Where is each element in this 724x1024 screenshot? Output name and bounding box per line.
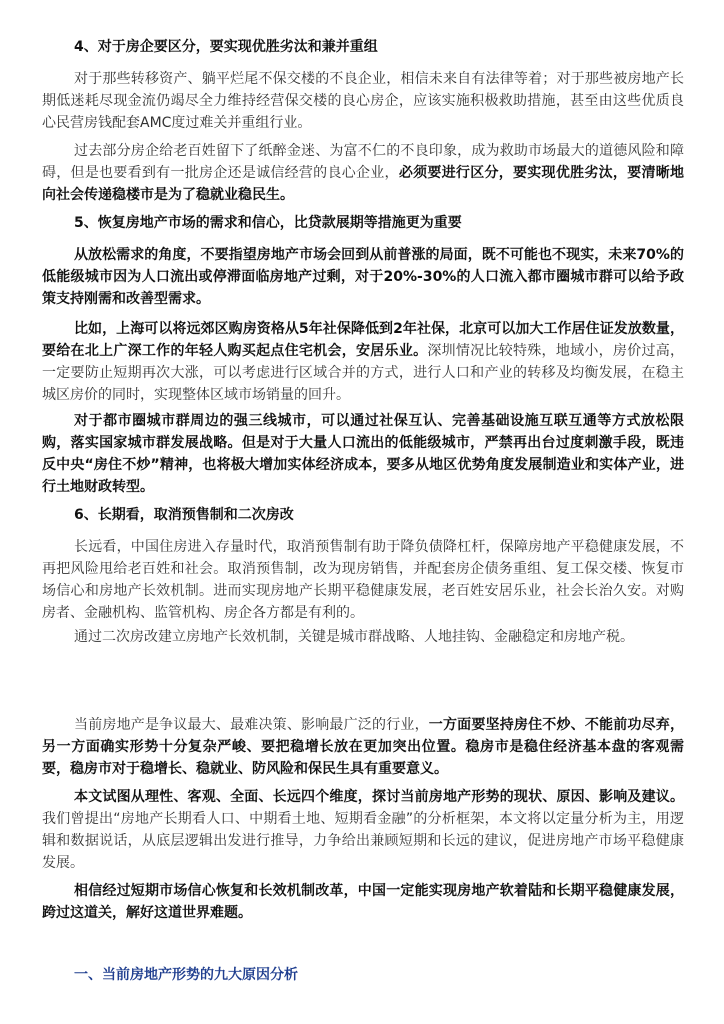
text-s5-1-bold: 从放松需求的角度，不要指望房地产市场会回到从前普涨的局面，既不可能也不现实，未来70%的低能级城市因为人口流出或停滞面临房地产过剩，对于20%-30%的人口流入都市圈城市群可以给予政策支持刚需和改善型需求。 (42, 247, 684, 307)
paragraph-s6-1 (42, 536, 684, 624)
text-s6-2: 通过二次房改建立房地产长效机制，关键是城市群战略、人地挂钩、金融稳定和房地产税。 (74, 629, 634, 645)
text-s5-2a-bold: 比如，上海可以将远郊区购房资格从5年社保降低到2年社保，北京可以加大工作居住证发放数量，要给在北上广深工作的年轻人购买起点住宅机会，安居乐业。 (42, 321, 684, 359)
paragraph-s4-1 (42, 68, 684, 134)
paragraph-intro-2 (42, 786, 684, 874)
text-s4-2b-bold: 必须要进行区分，要实现优胜劣汰，要清晰地向社会传递稳楼市是为了稳就业稳民生。 (42, 165, 685, 203)
paragraph-intro-3 (42, 880, 684, 924)
text-s6-1: 长远看，中国住房进入存量时代，取消预售制有助于降负债降杠杆，保障房地产平稳健康发展，不再把风险甩给老百姓和社会。取消预售制，改为现房销售，并配套房企债务重组、复工保交楼、恢复市场信心和房地产长效机制。进而实现房地产长期平稳健康发展，老百姓安居乐业，社会长治久安。对购房者、金融机构、监管机构、房企各方都是有利的。 (42, 539, 684, 621)
text-s4-1: 对于那些转移资产、躺平烂尾不保交楼的不良企业，相信未来自有法律等着；对于那些被房地产长期低迷耗尽现金流仍竭尽全力维持经营保交楼的良心房企，应该实施积极救助措施，甚至由这些优质良心民营房钱配套AMC度过难关并重组行业。 (42, 71, 684, 131)
text-s5-3-bold: 对于都市圈城市群周边的强三线城市，可以通过社保互认、完善基础设施互联互通等方式放松限购，落实国家城市群发展战略。但是对于大量人口流出的低能级城市，严禁再出台过度刺激手段，既违反中央“房住不炒”精神，也将极大增加实体经济成本，要多从地区优势角度发展制造业和实体产业，进行土地财政转型。 (42, 413, 684, 495)
text-intro-1a: 当前房地产是争议最大、最难决策、影响最广泛的行业， (74, 717, 429, 733)
paragraph-s5-1 (42, 244, 684, 310)
text-intro-1b-bold: 一方面要坚持房住不炒、不能前功尽弃，另一方面确实形势十分复杂严峻、要把稳增长放在更加突出位置。稳房市是稳住经济基本盘的客观需要，稳房市对于稳增长、稳就业、防风险和保民生具有重要意义。 (42, 717, 685, 777)
paragraph-s5-3 (42, 410, 684, 498)
heading-s5: 5、恢复房地产市场的需求和信心，比贷款展期等措施更为重要 (74, 215, 462, 231)
paragraph-intro-1 (42, 714, 684, 780)
paragraph-s4-2 (42, 140, 684, 206)
text-s5-2b: 深圳情况比较特殊，地域小，房价过高，一定要防止短期再次大涨，可以考虑进行区域合并的方式，进行人口和产业的转移及均衡发展，在稳主城区房价的同时，实现整体区域市场销量的回升。 (42, 343, 685, 403)
heading-section-1: 一、当前房地产形势的九大原因分析 (74, 967, 298, 983)
text-intro-3-bold: 相信经过短期市场信心恢复和长效机制改革，中国一定能实现房地产软着陆和长期平稳健康发展，跨过这道关，解好这道世界难题。 (42, 883, 684, 921)
heading-s6: 6、长期看，取消预售制和二次房改 (74, 507, 294, 523)
text-intro-2a-bold: 本文试图从理性、客观、全面、长远四个维度，探讨当前房地产形势的现状、原因、影响及建议。 (74, 789, 684, 805)
heading-s4: 4、对于房企要区分，要实现优胜劣汰和兼并重组 (74, 39, 378, 55)
paragraph-s5-2 (42, 318, 684, 406)
paragraph-s6-2 (42, 626, 684, 648)
text-intro-2b: 我们曾提出“房地产长期看人口、中期看土地、短期看金融”的分析框架，本文将以定量分析为主，用逻辑和数据说话，从底层逻辑出发进行推导，力争给出兼顾短期和长远的建议，促进房地产市场平稳健康发展。 (42, 811, 684, 871)
text-s4-2a: 过去部分房企给老百姓留下了纸醉金迷、为富不仁的不良印象，成为救助市场最大的道德风险和障碍，但是也要看到有一批房企还是诚信经营的良心企业， (42, 143, 684, 181)
